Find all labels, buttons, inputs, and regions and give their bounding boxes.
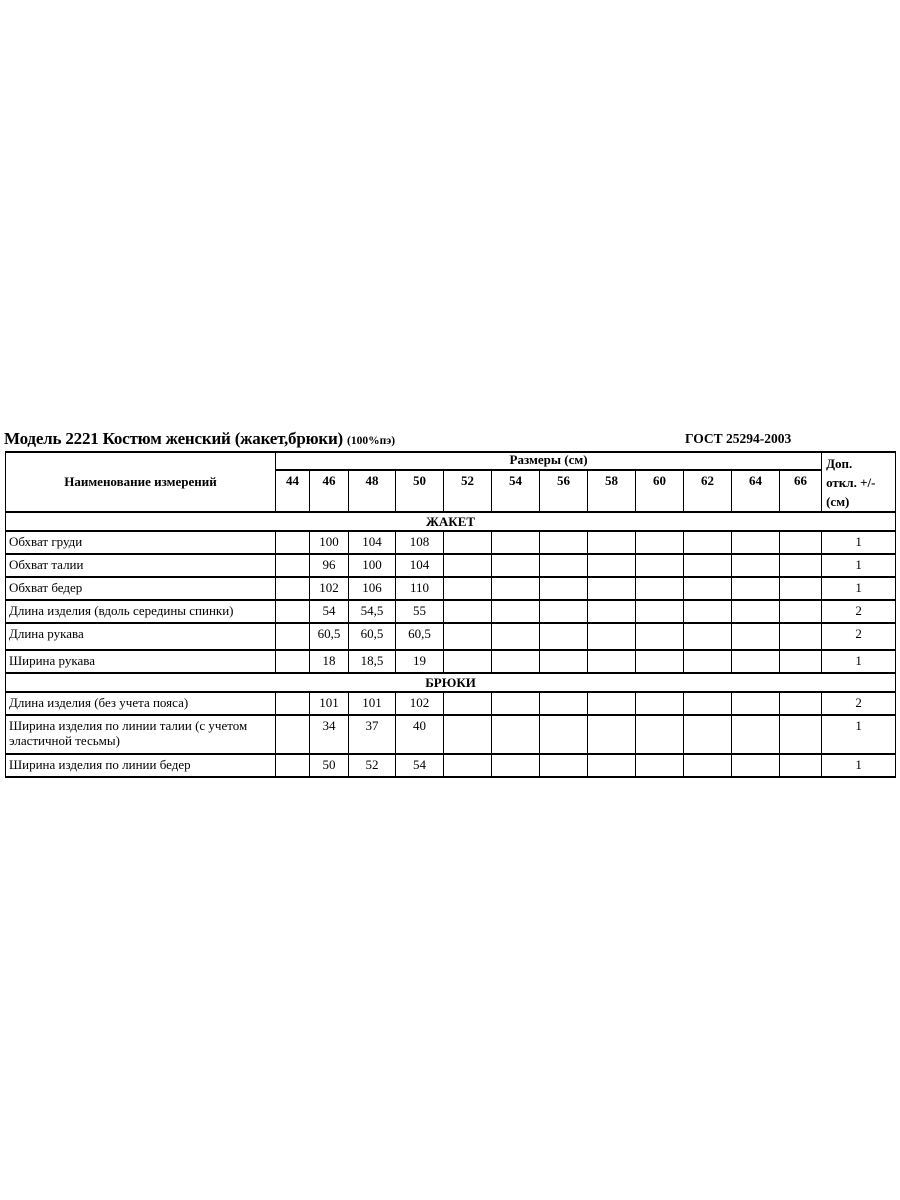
size-value-cell: 60,5 [349,623,396,650]
size-value-cell [444,692,492,715]
size-column-header: 44 [276,470,310,512]
size-value-cell [588,577,636,600]
size-column-header: 48 [349,470,396,512]
size-value-cell [684,650,732,673]
size-value-cell [276,554,310,577]
table-row [6,715,896,754]
size-value-cell [540,531,588,554]
size-value-cell [492,650,540,673]
tolerance-cell: 1 [822,715,896,754]
size-value-cell [492,577,540,600]
size-value-cell: 100 [310,531,349,554]
size-column-header: 60 [636,470,684,512]
size-value-cell [780,715,822,754]
tolerance-header-cell [822,452,896,512]
size-value-cell [276,577,310,600]
size-value-cell [780,554,822,577]
size-value-cell [636,577,684,600]
size-value-cell [588,554,636,577]
size-value-cell [492,554,540,577]
size-value-cell [684,692,732,715]
size-column-header: 62 [684,470,732,512]
size-value-cell [276,531,310,554]
section-title: БРЮКИ [6,673,896,692]
size-value-cell: 18,5 [349,650,396,673]
tolerance-header-line3: (см) [826,494,850,509]
size-value-cell [540,600,588,623]
size-measurement-table [5,451,896,778]
size-value-cell [444,531,492,554]
document-header [4,429,897,449]
measurement-label: Обхват бедер [6,577,276,600]
size-value-cell [540,554,588,577]
size-value-cell [732,692,780,715]
size-value-cell [276,692,310,715]
size-value-cell [684,754,732,777]
size-value-cell: 101 [349,692,396,715]
measurement-label: Длина рукава [6,623,276,650]
size-value-cell [540,715,588,754]
measurements-header-cell: Наименование измерений [6,452,276,512]
size-value-cell [444,577,492,600]
tolerance-cell: 2 [822,600,896,623]
size-value-cell [636,531,684,554]
measurement-label: Ширина изделия по линии бедер [6,754,276,777]
size-value-cell [684,623,732,650]
table-row [6,600,896,623]
table-row [6,554,896,577]
size-value-cell [636,554,684,577]
size-value-cell: 104 [396,554,444,577]
size-value-cell [780,600,822,623]
size-value-cell [588,754,636,777]
size-value-cell [444,623,492,650]
size-value-cell: 102 [310,577,349,600]
size-value-cell [444,600,492,623]
size-value-cell [540,650,588,673]
tolerance-header-line2: откл. +/- [826,475,876,490]
size-value-cell [780,692,822,715]
measurement-label: Обхват груди [6,531,276,554]
size-value-cell [276,650,310,673]
size-value-cell: 19 [396,650,444,673]
tolerance-cell: 2 [822,623,896,650]
size-value-cell [636,692,684,715]
composition-note: (100%пэ) [347,435,396,447]
size-column-header: 58 [588,470,636,512]
table-header-row-1 [6,452,896,470]
size-value-cell [732,600,780,623]
size-value-cell [588,692,636,715]
size-value-cell: 108 [396,531,444,554]
tolerance-cell: 1 [822,577,896,600]
size-column-header: 46 [310,470,349,512]
size-value-cell [540,577,588,600]
size-value-cell: 54,5 [349,600,396,623]
size-value-cell: 34 [310,715,349,754]
size-value-cell [588,715,636,754]
size-value-cell: 54 [396,754,444,777]
size-value-cell: 37 [349,715,396,754]
size-value-cell [780,531,822,554]
measurement-label: Обхват талии [6,554,276,577]
measurement-label: Ширина рукава [6,650,276,673]
size-value-cell: 60,5 [310,623,349,650]
size-value-cell: 106 [349,577,396,600]
table-row [6,650,896,673]
size-value-cell: 110 [396,577,444,600]
document-title: Модель 2221 Костюм женский (жакет,брюки) [4,429,344,448]
size-value-cell: 96 [310,554,349,577]
size-value-cell [540,754,588,777]
size-value-cell [444,715,492,754]
size-value-cell: 100 [349,554,396,577]
size-value-cell: 52 [349,754,396,777]
size-column-header: 52 [444,470,492,512]
size-value-cell [540,692,588,715]
size-value-cell [732,531,780,554]
size-value-cell [492,600,540,623]
size-value-cell: 60,5 [396,623,444,650]
size-value-cell: 50 [310,754,349,777]
size-value-cell [492,623,540,650]
size-value-cell [684,554,732,577]
size-column-header: 66 [780,470,822,512]
section-row-trousers [6,673,896,692]
tolerance-cell: 2 [822,692,896,715]
size-value-cell [732,554,780,577]
size-column-header: 56 [540,470,588,512]
section-title: ЖАКЕТ [6,512,896,531]
size-value-cell [276,623,310,650]
size-value-cell [492,715,540,754]
size-value-cell [444,650,492,673]
table-row [6,692,896,715]
size-value-cell [540,623,588,650]
size-value-cell [492,531,540,554]
table-row [6,531,896,554]
size-value-cell [684,715,732,754]
size-value-cell [780,577,822,600]
sizes-header-cell: Размеры (см) [276,452,822,470]
size-value-cell [492,754,540,777]
size-value-cell [276,600,310,623]
table-row [6,577,896,600]
tolerance-cell: 1 [822,650,896,673]
section-row-jacket [6,512,896,531]
size-value-cell [636,623,684,650]
size-value-cell [636,754,684,777]
size-value-cell [732,754,780,777]
measurement-label: Ширина изделия по линии талии (с учетом эластичной тесьмы) [6,715,276,754]
size-value-cell [588,531,636,554]
size-value-cell [636,715,684,754]
measurement-label: Длина изделия (без учета пояса) [6,692,276,715]
size-value-cell [636,600,684,623]
table-row [6,623,896,650]
size-value-cell: 102 [396,692,444,715]
tolerance-cell: 1 [822,531,896,554]
size-value-cell [684,577,732,600]
size-column-header: 54 [492,470,540,512]
tolerance-cell: 1 [822,554,896,577]
size-value-cell [492,692,540,715]
size-value-cell [732,577,780,600]
size-value-cell: 18 [310,650,349,673]
size-column-header: 64 [732,470,780,512]
measurement-label: Длина изделия (вдоль середины спинки) [6,600,276,623]
size-value-cell [276,715,310,754]
size-value-cell [636,650,684,673]
size-value-cell [780,754,822,777]
size-value-cell [444,554,492,577]
size-value-cell: 55 [396,600,444,623]
size-value-cell [732,650,780,673]
size-value-cell [732,715,780,754]
tolerance-header-line1: Доп. [826,456,853,471]
size-value-cell: 101 [310,692,349,715]
size-column-header: 50 [396,470,444,512]
tolerance-cell: 1 [822,754,896,777]
gost-standard-label: ГОСТ 25294-2003 [685,431,792,446]
size-value-cell: 40 [396,715,444,754]
size-value-cell [732,623,780,650]
size-value-cell [588,600,636,623]
size-value-cell [684,600,732,623]
size-value-cell [588,650,636,673]
table-row [6,754,896,777]
size-value-cell [588,623,636,650]
size-value-cell: 54 [310,600,349,623]
size-value-cell [444,754,492,777]
size-value-cell [684,531,732,554]
size-value-cell [780,623,822,650]
size-value-cell: 104 [349,531,396,554]
size-value-cell [276,754,310,777]
size-value-cell [780,650,822,673]
